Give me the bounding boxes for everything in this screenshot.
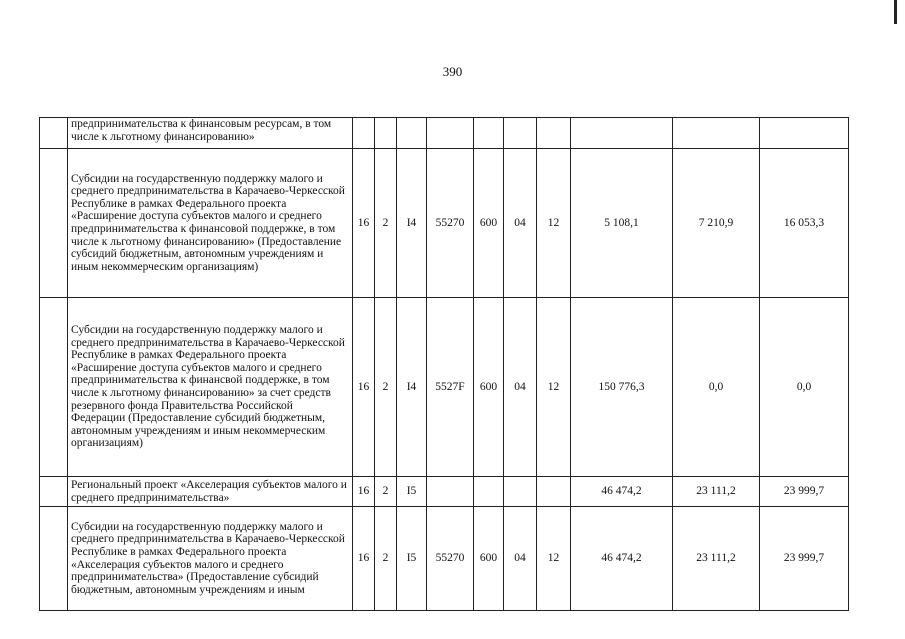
- description-cell: предпринимательства к финансовым ресурсам, в том числе к льготному финансированию»: [68, 118, 353, 149]
- amount-cell: [571, 118, 673, 149]
- row-number-cell: [40, 507, 68, 611]
- table-row: [40, 477, 849, 507]
- description-cell: Субсидии на государственную поддержку малого и среднего предпринимательства в Карачаево-Черкесской Республике в рамках Федерального проекта «Акселерация субъектов малого и среднего предпринимательства» (Предоставление субсидий бюджетным, автономным учреждениям и иным: [68, 507, 353, 611]
- code-cell: 16: [353, 298, 375, 477]
- table-row: [40, 118, 849, 149]
- code-cell: 55270: [427, 149, 474, 298]
- code-cell: 55270: [427, 507, 474, 611]
- code-cell: 12: [537, 507, 571, 611]
- code-cell: 16: [353, 507, 375, 611]
- description-cell: Субсидии на государственную поддержку малого и среднего предпринимательства в Карачаево-Черкесской Республике в рамках Федерального проекта «Расширение доступа субъектов малого и среднего предпринимательства к финансовой поддержке, в том числе к льготному финансированию» (Предоставление субсидий бюджетным, автономным учреждениям и иным некоммерческим организациям): [68, 149, 353, 298]
- amount-cell: [760, 118, 849, 149]
- row-number-cell: [40, 149, 68, 298]
- description-cell: Субсидии на государственную поддержку малого и среднего предпринимательства в Карачаево-Черкесской Республике в рамках Федерального проекта «Расширение доступа субъектов малого и среднего предпринимательства к финансвой поддержке, в том числе к льготному финансированию» за счет средств резервного фонда Правительства Российской Федерации (Предоставление субсидий бюджетным, автономным учреждениям и иным некоммерческим организациям): [68, 298, 353, 477]
- code-cell: I5: [397, 507, 427, 611]
- row-number-cell: [40, 118, 68, 149]
- code-cell: 16: [353, 149, 375, 298]
- amount-cell: 46 474,2: [571, 507, 673, 611]
- amount-cell: 46 474,2: [571, 477, 673, 507]
- code-cell: 04: [504, 298, 537, 477]
- code-cell: 2: [375, 149, 397, 298]
- table-row: [40, 298, 849, 477]
- code-cell: [504, 118, 537, 149]
- budget-table: [39, 117, 849, 611]
- code-cell: 16: [353, 477, 375, 507]
- amount-cell: 0,0: [673, 298, 760, 477]
- amount-cell: 0,0: [760, 298, 849, 477]
- code-cell: [375, 118, 397, 149]
- amount-cell: 23 999,7: [760, 477, 849, 507]
- code-cell: 600: [474, 298, 504, 477]
- description-cell: Региональный проект «Акселерация субъектов малого и среднего предпринимательства»: [68, 477, 353, 507]
- code-cell: [397, 118, 427, 149]
- row-number-cell: [40, 298, 68, 477]
- amount-cell: 23 111,2: [673, 507, 760, 611]
- code-cell: I4: [397, 149, 427, 298]
- amount-cell: [673, 118, 760, 149]
- scan-edge-mark: [894, 0, 897, 24]
- code-cell: [474, 477, 504, 507]
- code-cell: I4: [397, 298, 427, 477]
- code-cell: [427, 477, 474, 507]
- page-number: 390: [442, 64, 463, 79]
- code-cell: 600: [474, 507, 504, 611]
- amount-cell: 16 053,3: [760, 149, 849, 298]
- code-cell: 12: [537, 149, 571, 298]
- code-cell: 04: [504, 149, 537, 298]
- amount-cell: 23 111,2: [673, 477, 760, 507]
- code-cell: 5527F: [427, 298, 474, 477]
- code-cell: 600: [474, 149, 504, 298]
- code-cell: I5: [397, 477, 427, 507]
- amount-cell: 23 999,7: [760, 507, 849, 611]
- code-cell: 2: [375, 477, 397, 507]
- code-cell: [537, 477, 571, 507]
- code-cell: [353, 118, 375, 149]
- table-row: [40, 507, 849, 611]
- table-row: [40, 149, 849, 298]
- row-number-cell: [40, 477, 68, 507]
- code-cell: 2: [375, 507, 397, 611]
- code-cell: 2: [375, 298, 397, 477]
- code-cell: [537, 118, 571, 149]
- code-cell: [427, 118, 474, 149]
- code-cell: [504, 477, 537, 507]
- code-cell: 12: [537, 298, 571, 477]
- amount-cell: 7 210,9: [673, 149, 760, 298]
- amount-cell: 150 776,3: [571, 298, 673, 477]
- code-cell: [474, 118, 504, 149]
- code-cell: 04: [504, 507, 537, 611]
- amount-cell: 5 108,1: [571, 149, 673, 298]
